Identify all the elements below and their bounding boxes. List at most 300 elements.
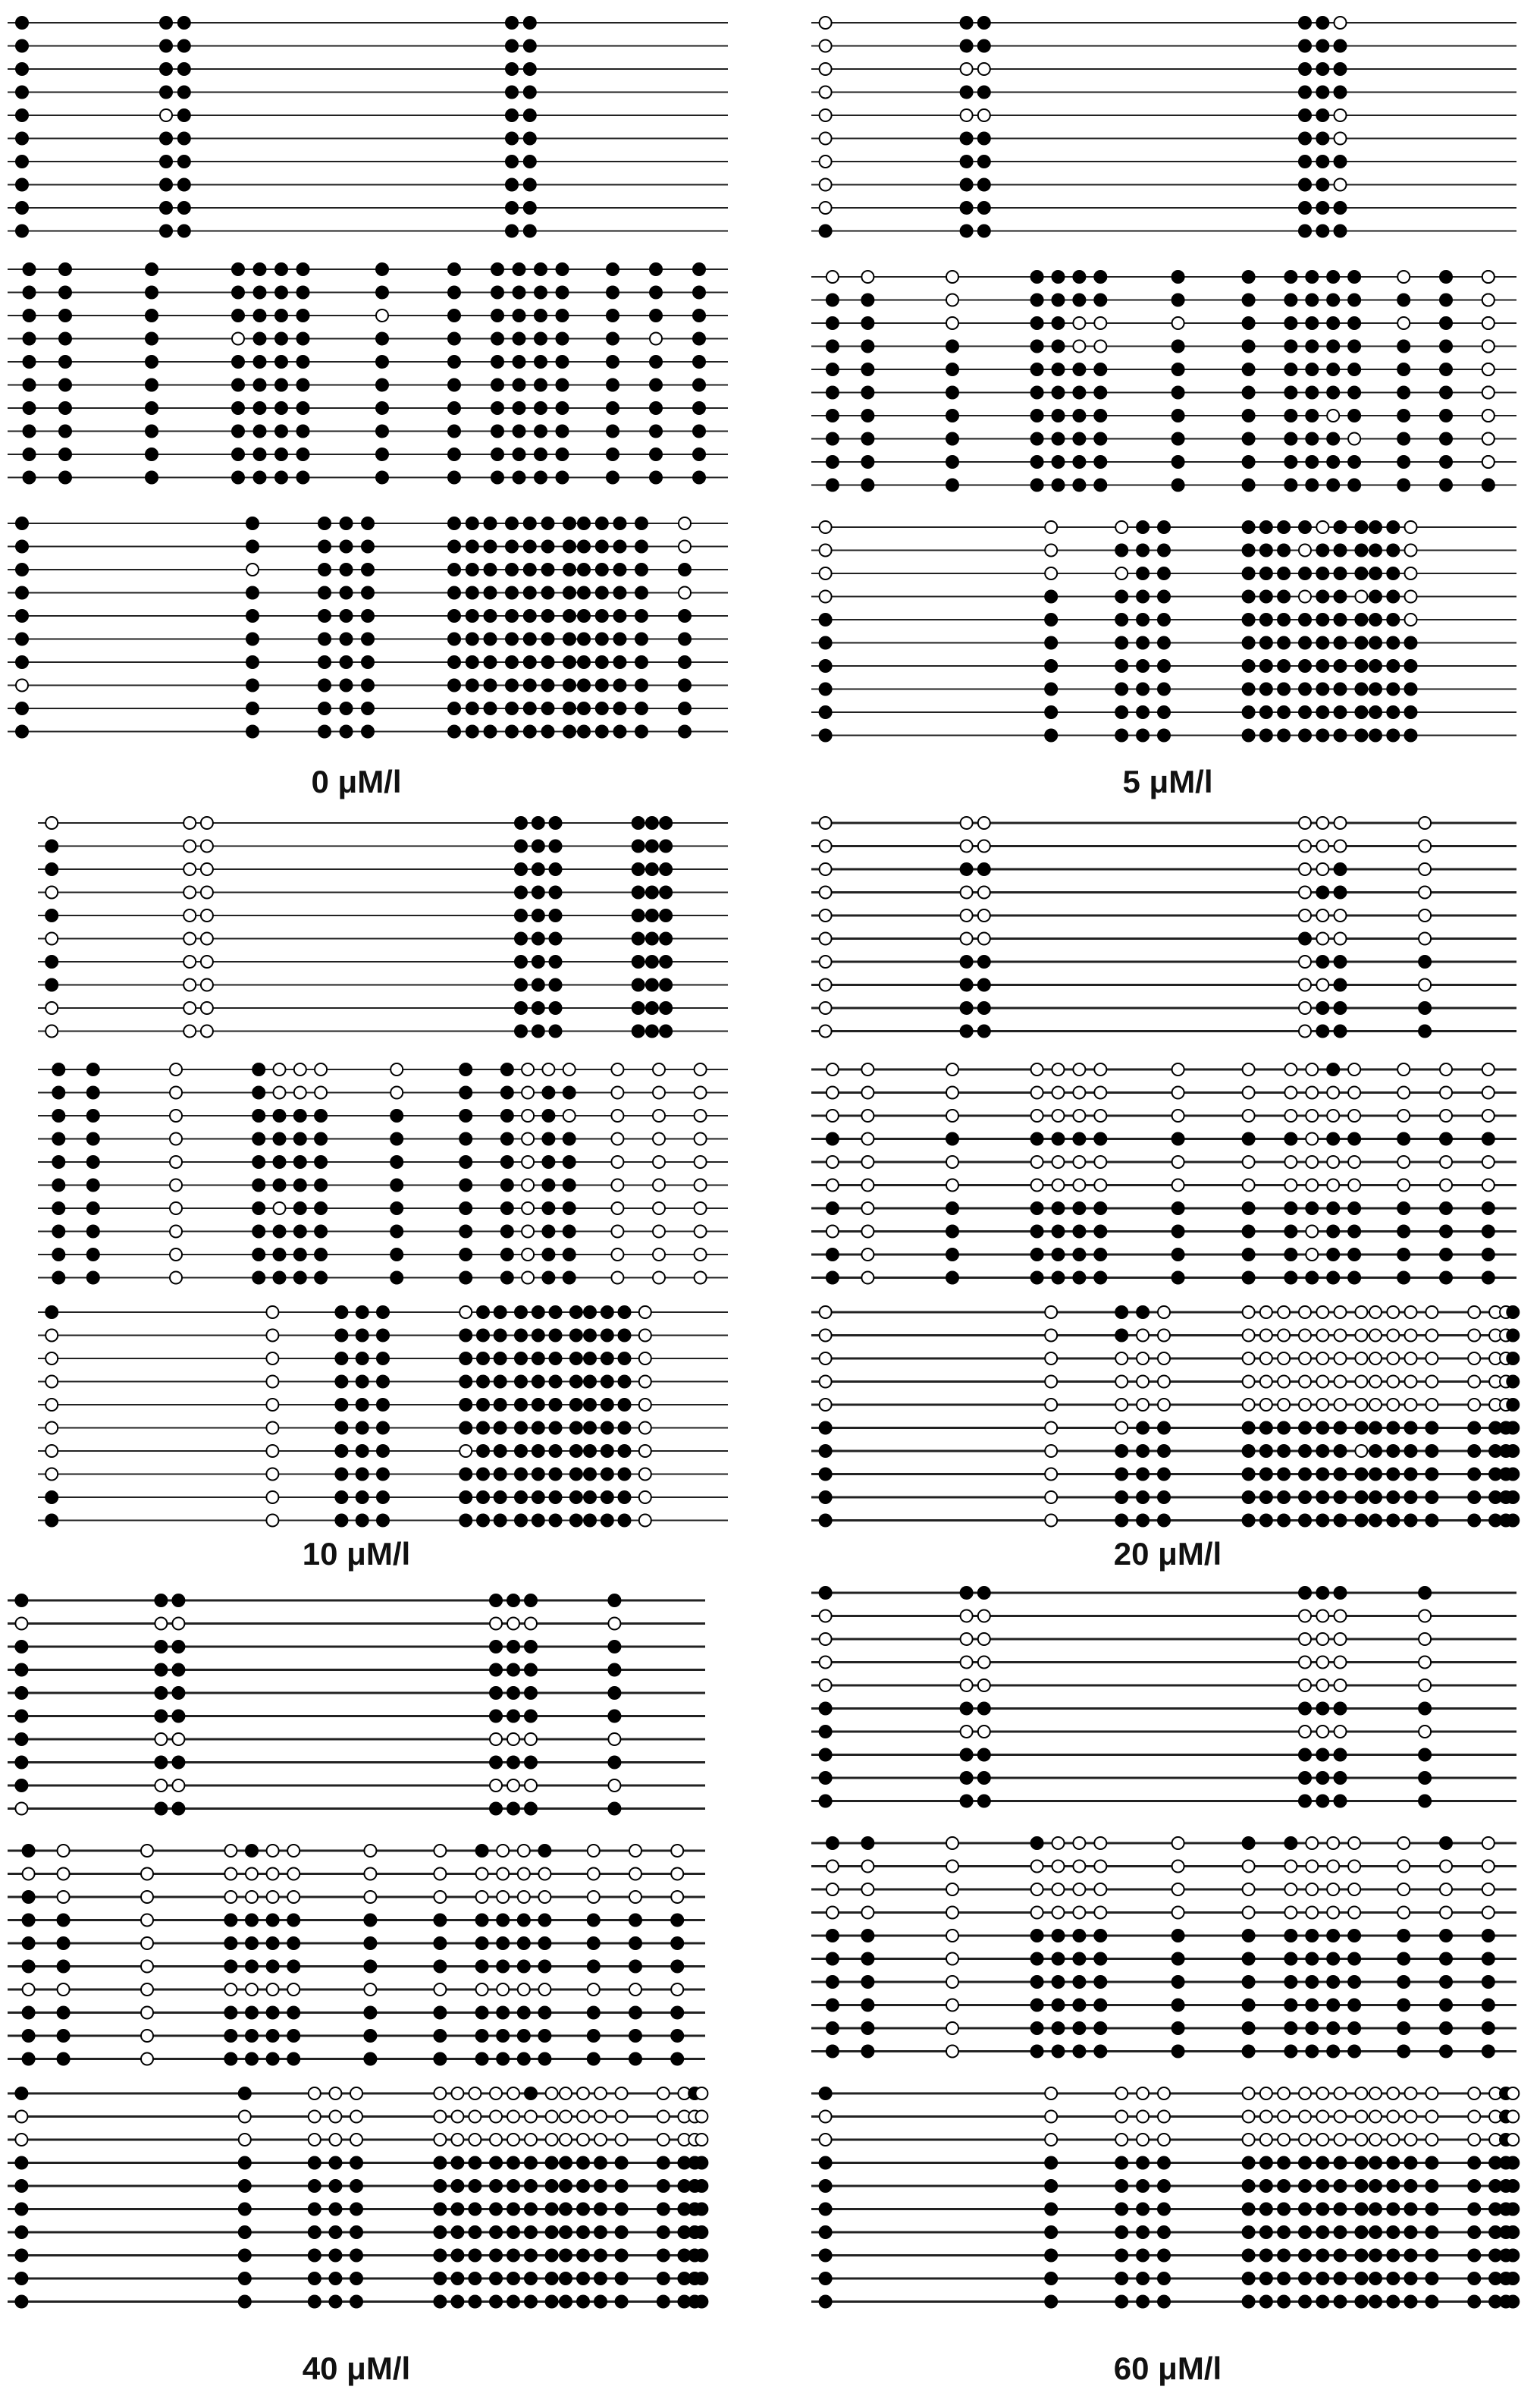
unmethylated-cpg — [1468, 1399, 1480, 1411]
methylated-cpg — [1073, 1953, 1085, 1965]
methylated-cpg — [1158, 545, 1170, 557]
methylated-cpg — [693, 333, 705, 345]
methylated-cpg — [538, 1961, 550, 1973]
methylated-cpg — [390, 1110, 403, 1122]
methylated-cpg — [1316, 956, 1328, 968]
methylated-cpg — [550, 1491, 562, 1503]
methylated-cpg — [1348, 410, 1360, 422]
methylated-cpg — [635, 517, 648, 529]
methylated-cpg — [1284, 317, 1297, 329]
methylated-cpg — [1348, 1272, 1360, 1284]
unmethylated-cpg — [1299, 1306, 1311, 1318]
unmethylated-cpg — [861, 1883, 874, 1895]
unmethylated-cpg — [820, 545, 832, 557]
methylated-cpg — [646, 933, 658, 945]
unmethylated-cpg — [1316, 1633, 1328, 1645]
methylated-cpg — [485, 587, 497, 599]
methylated-cpg — [826, 1837, 839, 1849]
methylated-cpg — [1405, 1491, 1417, 1503]
methylated-cpg — [1327, 1226, 1339, 1238]
unmethylated-cpg — [45, 1330, 58, 1342]
unmethylated-cpg — [1115, 521, 1128, 533]
methylated-cpg — [1355, 2226, 1367, 2238]
methylated-cpg — [646, 887, 658, 899]
unmethylated-cpg — [201, 817, 213, 829]
methylated-cpg — [1260, 637, 1272, 649]
unmethylated-cpg — [594, 2087, 607, 2099]
methylated-cpg — [485, 726, 497, 738]
methylated-cpg — [635, 702, 648, 714]
methylated-cpg — [861, 363, 874, 375]
methylated-cpg — [448, 587, 460, 599]
methylated-cpg — [52, 1272, 64, 1284]
methylated-cpg — [1306, 456, 1318, 468]
methylated-cpg — [577, 2157, 589, 2169]
methylated-cpg — [491, 309, 503, 322]
unmethylated-cpg — [1137, 2087, 1149, 2099]
methylated-cpg — [1355, 2180, 1367, 2192]
unmethylated-cpg — [287, 1891, 300, 1903]
methylated-cpg — [252, 1202, 265, 1214]
methylated-cpg — [563, 726, 576, 738]
methylated-cpg — [254, 402, 266, 414]
methylated-cpg — [490, 1710, 502, 1723]
unmethylated-cpg — [1115, 1376, 1128, 1388]
unmethylated-cpg — [266, 1515, 278, 1527]
unmethylated-cpg — [507, 1618, 519, 1630]
unmethylated-cpg — [23, 1868, 35, 1880]
unmethylated-cpg — [820, 817, 832, 829]
methylated-cpg — [1387, 1422, 1399, 1434]
unmethylated-cpg — [1316, 2087, 1328, 2099]
methylated-cpg — [542, 1202, 554, 1214]
unmethylated-cpg — [577, 2134, 589, 2146]
methylated-cpg — [1137, 2180, 1149, 2192]
methylated-cpg — [1278, 2203, 1290, 2216]
methylated-cpg — [506, 86, 518, 99]
methylated-cpg — [1278, 2272, 1290, 2285]
methylated-cpg — [1172, 363, 1184, 375]
methylated-cpg — [588, 1961, 600, 1973]
methylated-cpg — [1426, 1445, 1438, 1457]
methylated-cpg — [1172, 433, 1184, 445]
unmethylated-cpg — [287, 1845, 300, 1857]
methylated-cpg — [1115, 2296, 1128, 2308]
unmethylated-cpg — [1348, 1907, 1360, 1919]
methylated-cpg — [1327, 456, 1339, 468]
methylated-cpg — [490, 2180, 502, 2192]
methylated-cpg — [494, 1491, 507, 1503]
methylated-cpg — [961, 1002, 973, 1014]
unmethylated-cpg — [1278, 2087, 1290, 2099]
unmethylated-cpg — [820, 1352, 832, 1365]
methylated-cpg — [376, 402, 388, 414]
methylated-cpg — [550, 1422, 562, 1434]
methylated-cpg — [524, 541, 536, 553]
unmethylated-cpg — [1482, 341, 1495, 353]
methylated-cpg — [1094, 294, 1106, 306]
unmethylated-cpg — [1355, 2111, 1367, 2123]
methylated-cpg — [1073, 479, 1085, 491]
methylated-cpg — [477, 1330, 489, 1342]
unmethylated-cpg — [1278, 1352, 1290, 1365]
methylated-cpg — [671, 2030, 683, 2042]
methylated-cpg — [318, 656, 331, 668]
methylated-cpg — [635, 610, 648, 622]
methylated-cpg — [614, 702, 626, 714]
methylated-cpg — [297, 448, 309, 460]
methylated-cpg — [660, 1002, 672, 1014]
methylated-cpg — [1335, 521, 1347, 533]
unmethylated-cpg — [695, 2087, 707, 2099]
methylated-cpg — [1335, 1587, 1347, 1599]
methylated-cpg — [335, 1445, 347, 1457]
methylated-cpg — [1284, 2046, 1297, 2058]
unmethylated-cpg — [1243, 1907, 1255, 1919]
unmethylated-cpg — [1045, 1468, 1057, 1481]
methylated-cpg — [1243, 1226, 1255, 1238]
methylated-cpg — [160, 202, 172, 214]
methylated-cpg — [584, 1352, 596, 1365]
methylated-cpg — [252, 1156, 265, 1168]
unmethylated-cpg — [653, 1110, 665, 1122]
unmethylated-cpg — [1243, 2134, 1255, 2146]
unmethylated-cpg — [1052, 1837, 1065, 1849]
unmethylated-cpg — [201, 979, 213, 991]
methylated-cpg — [16, 225, 28, 237]
unmethylated-cpg — [861, 1861, 874, 1873]
methylated-cpg — [1327, 2022, 1339, 2034]
unmethylated-cpg — [1284, 1861, 1297, 1873]
methylated-cpg — [477, 1515, 489, 1527]
methylated-cpg — [560, 2157, 572, 2169]
methylated-cpg — [1031, 317, 1043, 329]
methylated-cpg — [532, 1445, 544, 1457]
unmethylated-cpg — [16, 680, 28, 692]
methylated-cpg — [376, 287, 388, 299]
unmethylated-cpg — [1278, 1376, 1290, 1388]
methylated-cpg — [274, 1226, 286, 1238]
methylated-cpg — [494, 1468, 507, 1481]
methylated-cpg — [377, 1330, 389, 1342]
methylated-cpg — [507, 1687, 519, 1699]
methylated-cpg — [254, 448, 266, 460]
methylated-cpg — [1316, 40, 1328, 52]
methylated-cpg — [490, 1664, 502, 1676]
methylated-cpg — [1299, 637, 1311, 649]
methylated-cpg — [1172, 1248, 1184, 1261]
unmethylated-cpg — [507, 2087, 519, 2099]
methylated-cpg — [1426, 2250, 1438, 2262]
methylated-cpg — [459, 1272, 472, 1284]
methylated-cpg — [297, 472, 309, 484]
unmethylated-cpg — [201, 956, 213, 968]
methylated-cpg — [1468, 2272, 1480, 2285]
methylated-cpg — [1299, 521, 1311, 533]
unmethylated-cpg — [1260, 1376, 1272, 1388]
methylated-cpg — [1243, 1445, 1255, 1457]
unmethylated-cpg — [611, 1063, 623, 1076]
methylated-cpg — [1243, 1837, 1255, 1849]
methylated-cpg — [340, 610, 353, 622]
methylated-cpg — [1369, 660, 1382, 672]
methylated-cpg — [1405, 2180, 1417, 2192]
methylated-cpg — [507, 2226, 519, 2238]
methylated-cpg — [542, 702, 554, 714]
methylated-cpg — [532, 817, 544, 829]
unmethylated-cpg — [141, 1961, 153, 1973]
unmethylated-cpg — [45, 1002, 58, 1014]
unmethylated-cpg — [1243, 1376, 1255, 1388]
unmethylated-cpg — [1426, 2087, 1438, 2099]
unmethylated-cpg — [246, 1868, 258, 1880]
methylated-cpg — [608, 1664, 620, 1676]
unmethylated-cpg — [1073, 1883, 1085, 1895]
methylated-cpg — [570, 1445, 582, 1457]
methylated-cpg — [459, 1202, 472, 1214]
methylated-cpg — [494, 1352, 507, 1365]
methylated-cpg — [614, 587, 626, 599]
methylated-cpg — [178, 179, 190, 191]
methylated-cpg — [318, 726, 331, 738]
methylated-cpg — [491, 402, 503, 414]
unmethylated-cpg — [183, 863, 196, 875]
methylated-cpg — [1137, 2250, 1149, 2262]
methylated-cpg — [1045, 2226, 1057, 2238]
methylated-cpg — [607, 356, 619, 368]
unmethylated-cpg — [45, 1468, 58, 1481]
methylated-cpg — [1316, 1025, 1328, 1038]
methylated-cpg — [1158, 1515, 1170, 1527]
methylated-cpg — [364, 2007, 376, 2019]
methylated-cpg — [318, 633, 331, 645]
methylated-cpg — [861, 317, 874, 329]
unmethylated-cpg — [861, 1063, 874, 1076]
methylated-cpg — [1045, 637, 1057, 649]
methylated-cpg — [693, 356, 705, 368]
methylated-cpg — [340, 587, 353, 599]
methylated-cpg — [497, 1937, 509, 1949]
unmethylated-cpg — [1468, 1330, 1480, 1342]
methylated-cpg — [660, 817, 672, 829]
unmethylated-cpg — [1369, 2111, 1382, 2123]
unmethylated-cpg — [329, 2134, 341, 2146]
methylated-cpg — [294, 1272, 306, 1284]
unmethylated-cpg — [1316, 1726, 1328, 1738]
unmethylated-cpg — [1243, 1883, 1255, 1895]
methylated-cpg — [1094, 1248, 1106, 1261]
methylated-cpg — [377, 1491, 389, 1503]
methylated-cpg — [1284, 294, 1297, 306]
methylated-cpg — [1369, 637, 1382, 649]
unmethylated-cpg — [141, 1937, 153, 1949]
methylated-cpg — [459, 1422, 472, 1434]
methylated-cpg — [518, 1937, 530, 1949]
methylated-cpg — [451, 2296, 463, 2308]
unmethylated-cpg — [1507, 2111, 1519, 2123]
unmethylated-cpg — [1440, 1087, 1452, 1099]
methylated-cpg — [826, 2046, 839, 2058]
unmethylated-cpg — [946, 1110, 958, 1122]
methylated-cpg — [1158, 2296, 1170, 2308]
unmethylated-cpg — [820, 133, 832, 145]
methylated-cpg — [1369, 614, 1382, 626]
methylated-cpg — [1284, 1837, 1297, 1849]
methylated-cpg — [1137, 2203, 1149, 2216]
unmethylated-cpg — [1299, 1376, 1311, 1388]
methylated-cpg — [1387, 706, 1399, 718]
methylated-cpg — [1094, 1930, 1106, 1942]
unmethylated-cpg — [820, 1657, 832, 1669]
methylated-cpg — [515, 887, 527, 899]
unmethylated-cpg — [309, 2111, 321, 2123]
unmethylated-cpg — [1355, 2087, 1367, 2099]
methylated-cpg — [616, 2296, 628, 2308]
methylated-cpg — [246, 517, 259, 529]
unmethylated-cpg — [1306, 1226, 1318, 1238]
methylated-cpg — [607, 472, 619, 484]
methylated-cpg — [390, 1133, 403, 1145]
methylated-cpg — [1137, 545, 1149, 557]
unmethylated-cpg — [434, 1983, 446, 1996]
methylated-cpg — [1369, 545, 1382, 557]
methylated-cpg — [1172, 410, 1184, 422]
methylated-cpg — [1397, 1272, 1410, 1284]
methylated-cpg — [466, 587, 478, 599]
methylated-cpg — [946, 410, 958, 422]
methylated-cpg — [155, 1757, 167, 1769]
unmethylated-cpg — [350, 2087, 362, 2099]
unmethylated-cpg — [1158, 2087, 1170, 2099]
unmethylated-cpg — [671, 1845, 683, 1857]
unmethylated-cpg — [1348, 1179, 1360, 1192]
methylated-cpg — [550, 1352, 562, 1365]
methylated-cpg — [820, 637, 832, 649]
methylated-cpg — [1073, 1999, 1085, 2011]
methylated-cpg — [1278, 1468, 1290, 1481]
unmethylated-cpg — [820, 202, 832, 214]
methylated-cpg — [563, 1179, 576, 1192]
unmethylated-cpg — [1335, 2134, 1347, 2146]
methylated-cpg — [614, 656, 626, 668]
methylated-cpg — [1137, 637, 1149, 649]
unmethylated-cpg — [1405, 1376, 1417, 1388]
methylated-cpg — [1355, 2203, 1367, 2216]
methylated-cpg — [376, 333, 388, 345]
methylated-cpg — [1335, 979, 1347, 991]
methylated-cpg — [172, 1803, 184, 1815]
unmethylated-cpg — [1299, 591, 1311, 603]
unmethylated-cpg — [1137, 2134, 1149, 2146]
methylated-cpg — [1306, 387, 1318, 399]
methylated-cpg — [356, 1352, 369, 1365]
unmethylated-cpg — [1335, 1352, 1347, 1365]
unmethylated-cpg — [525, 1618, 537, 1630]
unmethylated-cpg — [522, 1248, 534, 1261]
unmethylated-cpg — [1031, 1087, 1043, 1099]
methylated-cpg — [1426, 1468, 1438, 1481]
unmethylated-cpg — [1278, 1330, 1290, 1342]
methylated-cpg — [477, 1491, 489, 1503]
unmethylated-cpg — [1045, 2087, 1057, 2099]
unmethylated-cpg — [1397, 1883, 1410, 1895]
methylated-cpg — [309, 2226, 321, 2238]
methylated-cpg — [1440, 1226, 1452, 1238]
methylated-cpg — [376, 448, 388, 460]
methylated-cpg — [657, 2203, 670, 2216]
unmethylated-cpg — [820, 63, 832, 75]
methylated-cpg — [557, 379, 569, 391]
methylated-cpg — [1355, 2272, 1367, 2285]
methylated-cpg — [1335, 637, 1347, 649]
unmethylated-cpg — [1299, 1726, 1311, 1738]
methylated-cpg — [826, 1133, 839, 1145]
methylated-cpg — [448, 356, 460, 368]
methylated-cpg — [246, 2053, 258, 2065]
methylated-cpg — [178, 155, 190, 168]
methylated-cpg — [535, 287, 547, 299]
methylated-cpg — [1405, 2203, 1417, 2216]
methylated-cpg — [459, 1468, 472, 1481]
unmethylated-cpg — [1348, 1837, 1360, 1849]
methylated-cpg — [490, 2272, 502, 2285]
methylated-cpg — [15, 2296, 27, 2308]
methylated-cpg — [695, 2157, 707, 2169]
methylated-cpg — [490, 1757, 502, 1769]
unmethylated-cpg — [961, 63, 973, 75]
methylated-cpg — [616, 2272, 628, 2285]
methylated-cpg — [254, 472, 266, 484]
unmethylated-cpg — [232, 333, 244, 345]
methylated-cpg — [1031, 410, 1043, 422]
methylated-cpg — [1440, 2022, 1452, 2034]
methylated-cpg — [961, 202, 973, 214]
methylated-cpg — [1158, 591, 1170, 603]
unmethylated-cpg — [1387, 1399, 1399, 1411]
unmethylated-cpg — [459, 1306, 472, 1318]
panel-label-40um: 40 μM/l — [302, 2351, 411, 2386]
methylated-cpg — [570, 1422, 582, 1434]
methylated-cpg — [274, 1133, 286, 1145]
methylated-cpg — [1052, 1248, 1065, 1261]
methylated-cpg — [477, 1306, 489, 1318]
methylated-cpg — [695, 2296, 707, 2308]
methylated-cpg — [1335, 86, 1347, 99]
methylated-cpg — [155, 1664, 167, 1676]
unmethylated-cpg — [309, 2134, 321, 2146]
unmethylated-cpg — [141, 1845, 153, 1857]
methylated-cpg — [1426, 2296, 1438, 2308]
methylated-cpg — [1243, 456, 1255, 468]
methylated-cpg — [1397, 1953, 1410, 1965]
methylated-cpg — [861, 2022, 874, 2034]
methylated-cpg — [1397, 1133, 1410, 1145]
methylated-cpg — [1243, 2296, 1255, 2308]
unmethylated-cpg — [1045, 1422, 1057, 1434]
methylated-cpg — [1405, 2226, 1417, 2238]
unmethylated-cpg — [1468, 1376, 1480, 1388]
methylated-cpg — [477, 1422, 489, 1434]
methylated-cpg — [1299, 1515, 1311, 1527]
methylated-cpg — [52, 1202, 64, 1214]
methylated-cpg — [584, 1491, 596, 1503]
methylated-cpg — [601, 1422, 613, 1434]
unmethylated-cpg — [1355, 1306, 1367, 1318]
methylated-cpg — [377, 1352, 389, 1365]
unmethylated-cpg — [329, 2087, 341, 2099]
methylated-cpg — [1327, 1063, 1339, 1076]
methylated-cpg — [515, 1352, 527, 1365]
